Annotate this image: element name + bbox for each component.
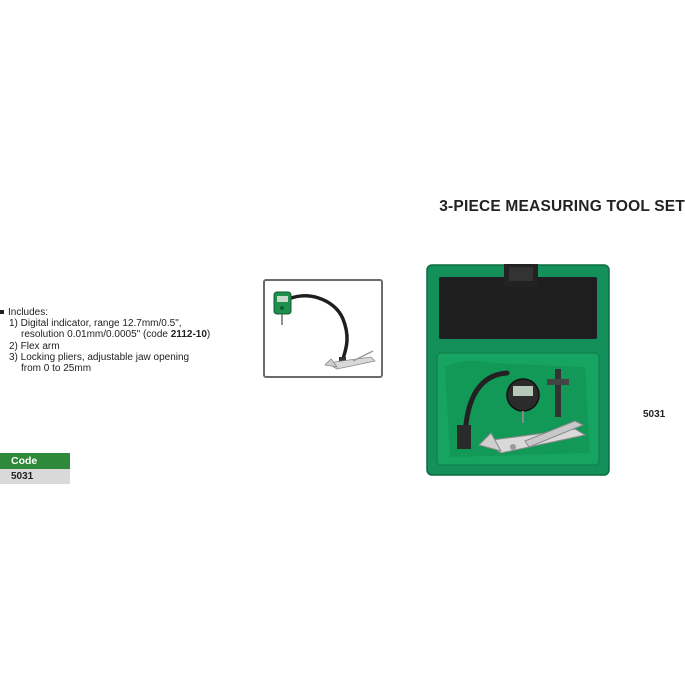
- case-photo: [425, 263, 611, 477]
- includes-heading: Includes:: [0, 307, 210, 318]
- product-title: 3-PIECE MEASURING TOOL SET: [439, 198, 685, 215]
- include-item-3-cont: from 0 to 25mm: [21, 363, 92, 375]
- include-item-1-cont: resolution 0.01mm/0.0005" (code 2112-10): [21, 329, 211, 341]
- code-table-header: Code: [0, 453, 70, 469]
- thumbnail-image: [263, 279, 383, 378]
- include-item-3: 3) Locking pliers, adjustable jaw opening: [9, 351, 190, 363]
- code-table-value: 5031: [0, 469, 70, 484]
- include-item-1: 1) Digital indicator, range 12.7mm/0.5",: [9, 318, 182, 330]
- include-item-2: 2) Flex arm: [9, 340, 60, 352]
- indicator-flexarm-pliers-icon: [265, 281, 381, 376]
- product-code-label: 5031: [643, 409, 666, 420]
- includes-list: [0, 307, 210, 374]
- indicator-code: 2112-10: [170, 329, 207, 341]
- bullet-icon: [0, 310, 4, 314]
- tool-case-icon: [425, 263, 611, 477]
